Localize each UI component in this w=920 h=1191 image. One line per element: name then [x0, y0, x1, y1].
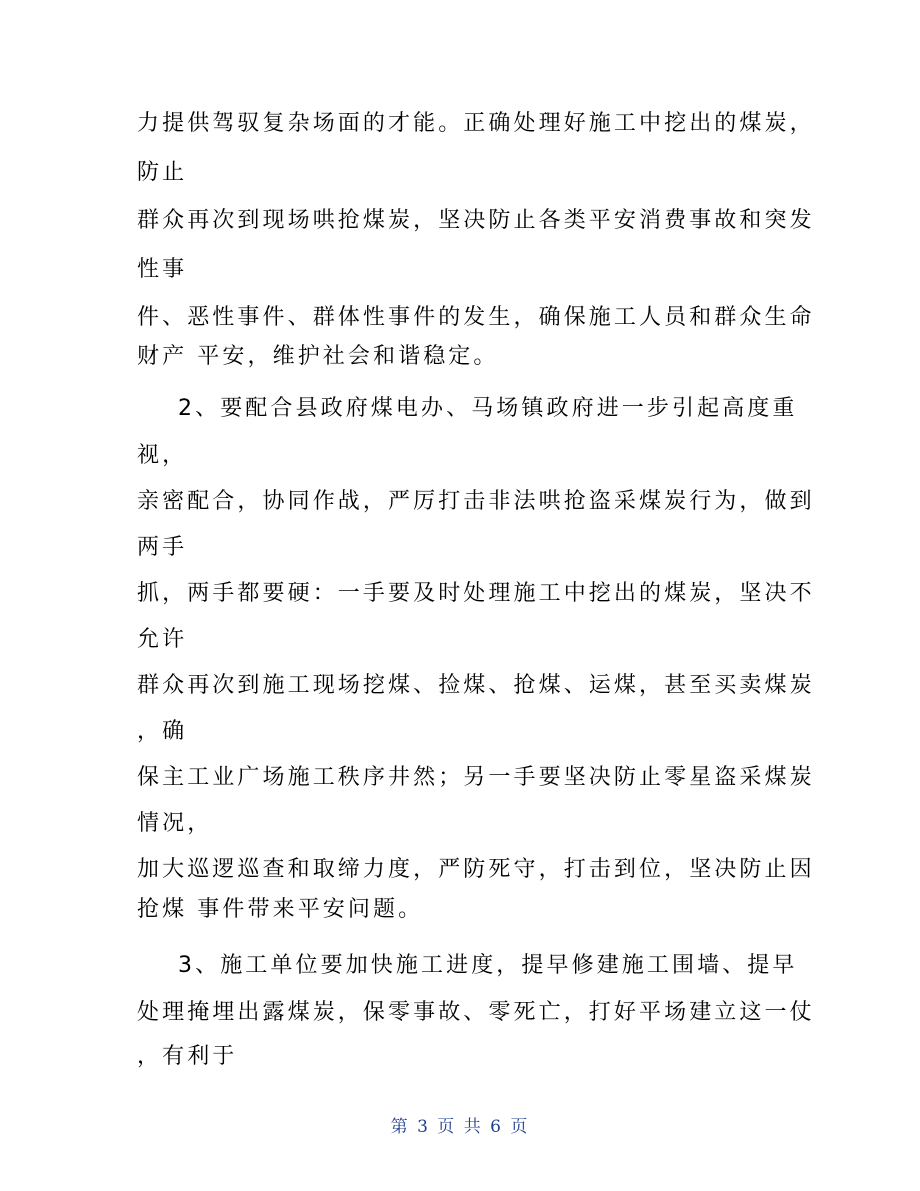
text-line-14: ，确: [137, 719, 188, 744]
paragraph-3-line-1: 3、施工单位要加快施工进度，提早修建施工围墙、提早: [178, 953, 798, 978]
page-number-footer: 第 3 页 共 6 页: [390, 1117, 530, 1137]
text-line-20: 处理掩埋出露煤炭，保零事故、零死亡，打好平场建立这一仗: [137, 1000, 815, 1025]
text-line-2: 防止: [137, 160, 188, 185]
text-line-6: 财产 平安，维护社会和谐稳定。: [137, 344, 499, 369]
text-line-1: 力提供驾驭复杂场面的才能。正确处理好施工中挖出的煤炭，: [137, 111, 815, 136]
paragraph-2-line-1: 2、要配合县政府煤电办、马场镇政府进一步引起高度重: [178, 396, 798, 421]
text-line-4: 性事: [137, 257, 188, 282]
text-line-3: 群众再次到现场哄抢煤炭，坚决防止各类平安消费事故和突发: [137, 208, 815, 233]
text-line-9: 亲密配合，协同作战，严厉打击非法哄抢盗采煤炭行为，做到: [137, 489, 815, 514]
text-line-18: 抢煤 事件带来平安问题。: [137, 897, 424, 922]
text-line-8: 视，: [137, 443, 188, 468]
text-line-10: 两手: [137, 535, 188, 560]
text-line-13: 群众再次到施工现场挖煤、捡煤、抢煤、运煤，甚至买卖煤炭: [137, 673, 815, 698]
text-line-11: 抓，两手都要硬：一手要及时处理施工中挖出的煤炭，坚决不: [137, 581, 815, 606]
text-line-16: 情况，: [137, 811, 213, 836]
text-line-12: 允许: [137, 627, 188, 652]
text-line-21: ，有利于: [137, 1044, 238, 1069]
text-line-17: 加大巡逻巡查和取缔力度，严防死守，打击到位，坚决防止因: [137, 857, 815, 882]
text-line-15: 保主工业广场施工秩序井然；另一手要坚决防止零星盗采煤炭: [137, 765, 815, 790]
text-line-5: 件、恶性事件、群体性事件的发生，确保施工人员和群众生命: [137, 305, 815, 330]
